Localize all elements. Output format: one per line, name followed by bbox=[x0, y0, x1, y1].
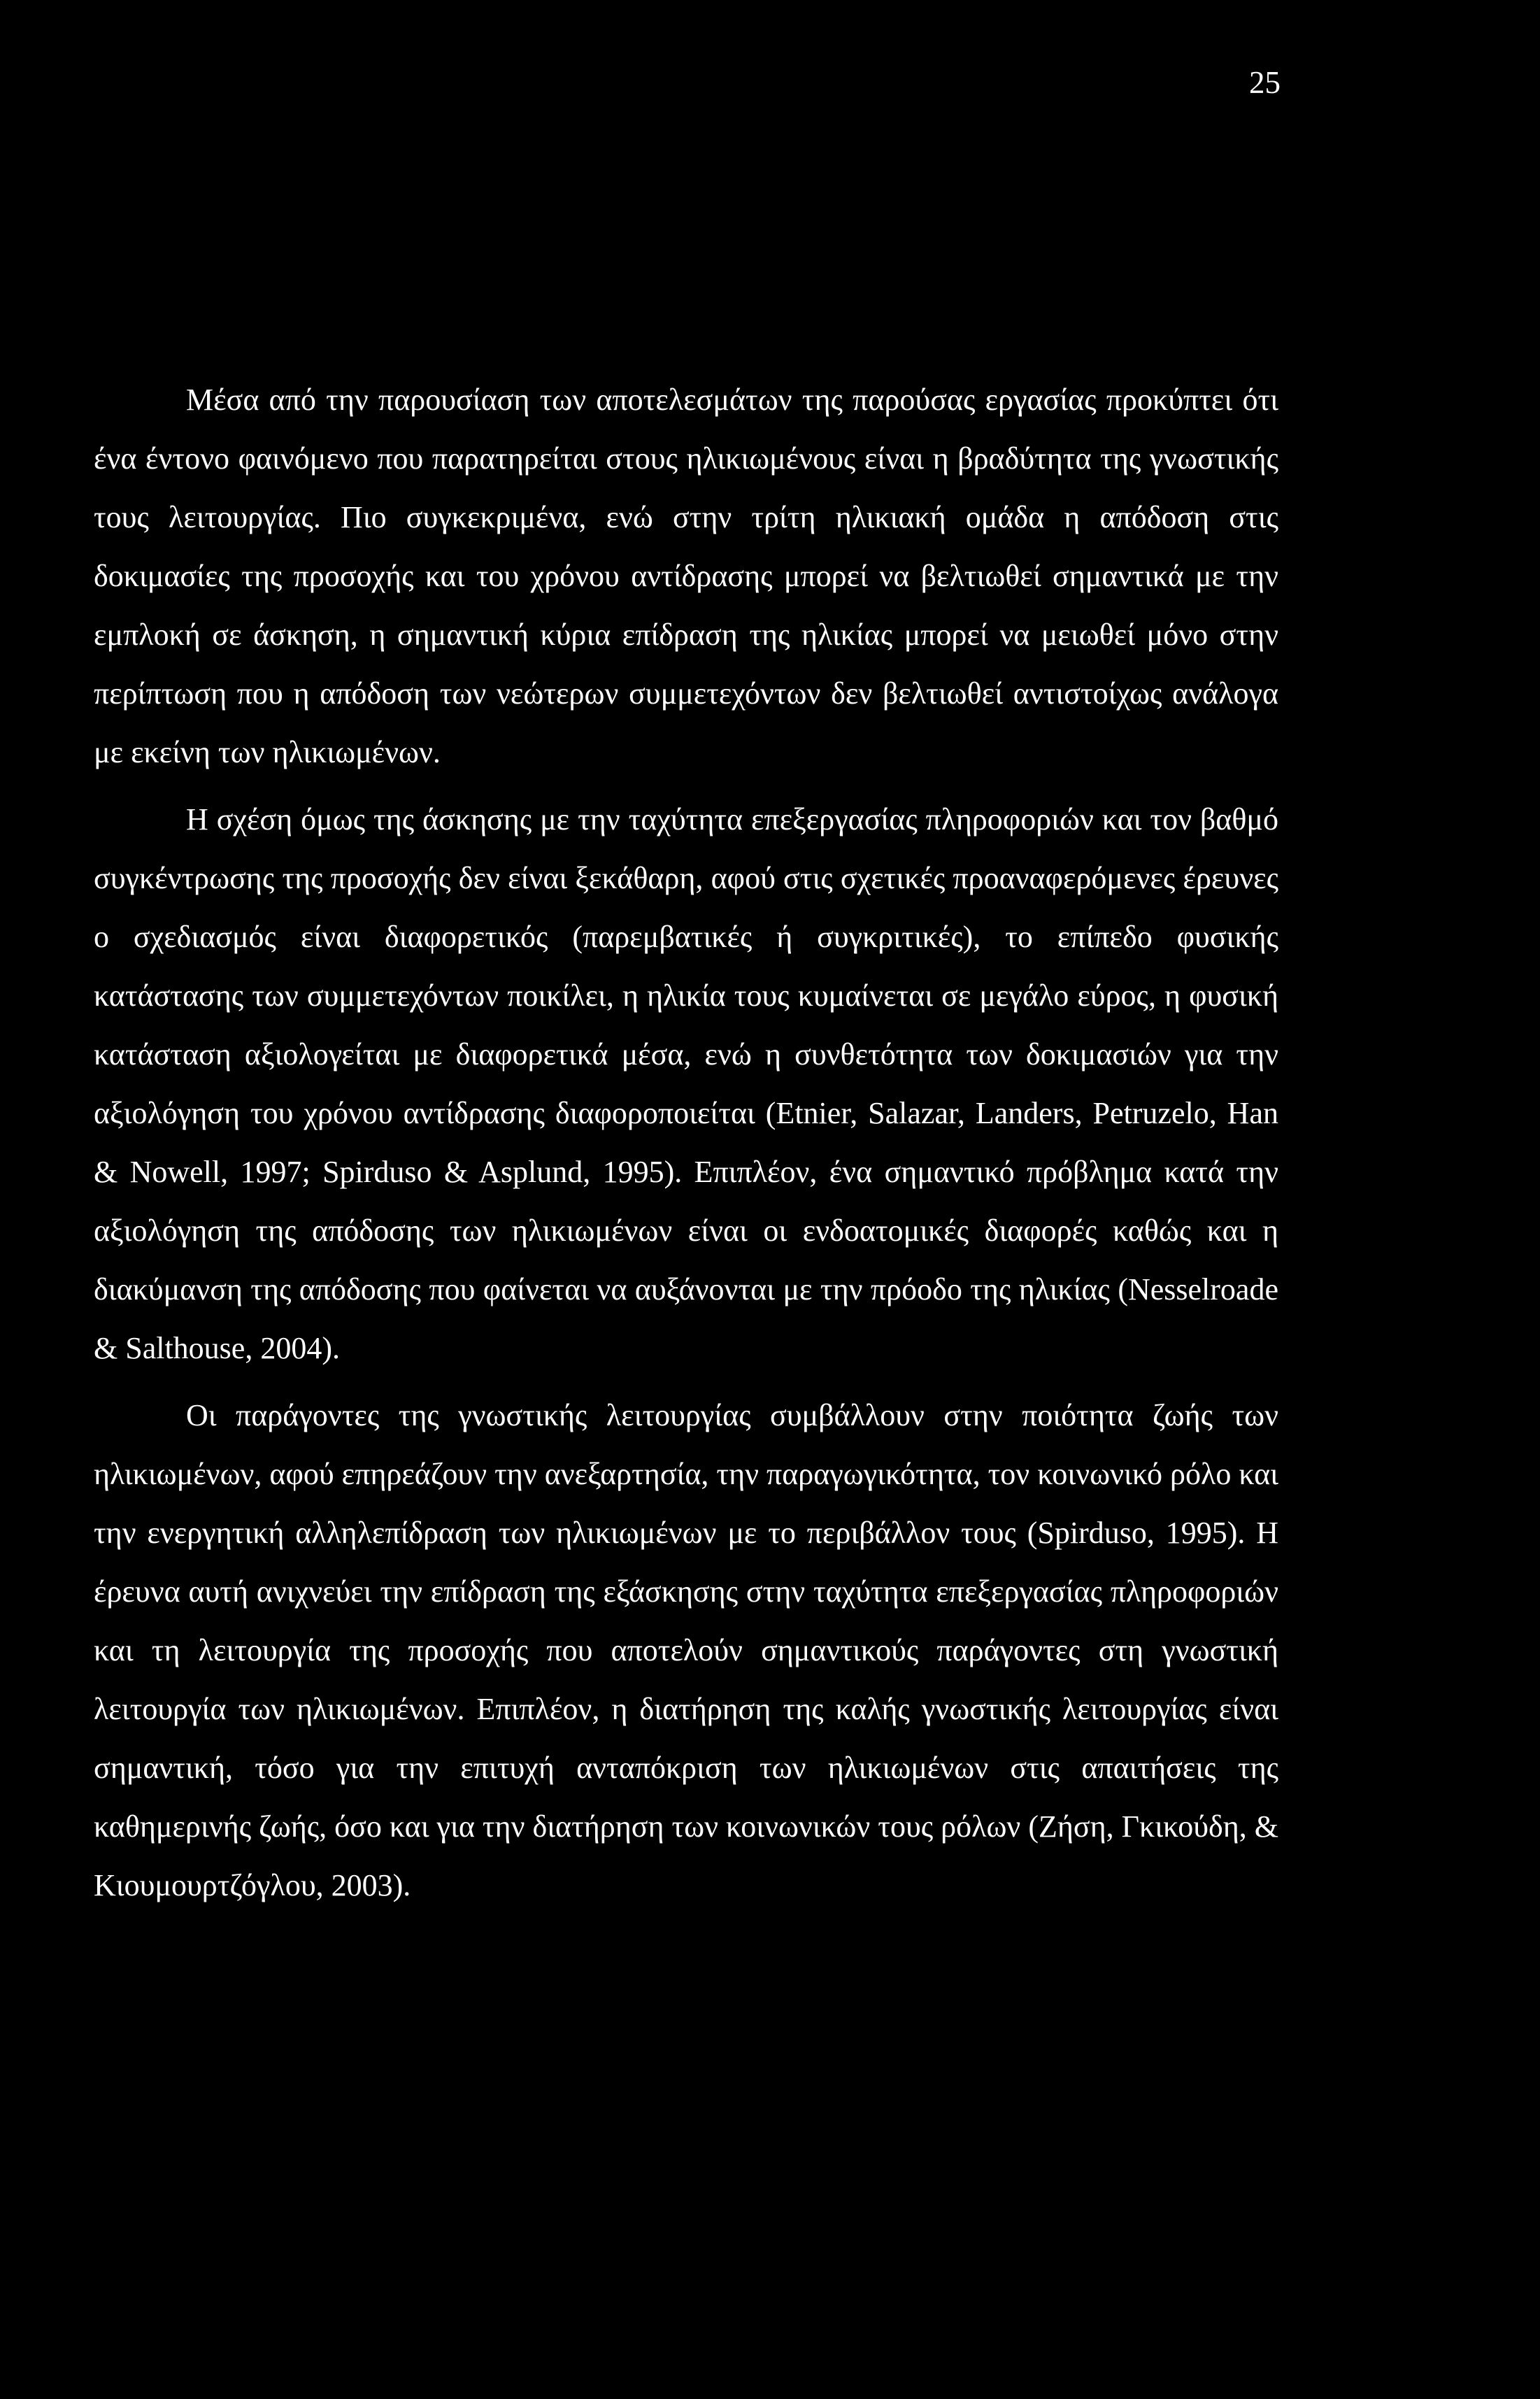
body-text bbox=[94, 371, 1278, 1915]
paragraph-2: Η σχέση όμως της άσκησης με την ταχύτητα επεξεργασίας πληροφοριών και τον βαθμό συγκέντρωσης της προσοχής δεν είναι ξεκάθαρη, αφού στις σχετικές προαναφερόμενες έρευνες ο σχεδιασμός είναι διαφορετικός (παρεμβατικές ή συγκριτικές), το επίπεδο φυσικής κατάστασης των συμμετεχόντων ποικίλει, η ηλικία τους κυμαίνεται σε μεγάλο εύρος, η φυσική κατάσταση αξιολογείται με διαφορετικά μέσα, ενώ η συνθετότητα των δοκιμασιών για την αξιολόγηση του χρόνου αντίδρασης διαφοροποιείται (Etnier, Salazar, Landers, Petruzelo, Han & Nowell, 1997; Spirduso & Asplund, 1995). Επιπλέον, ένα σημαντικό πρόβλημα κατά την αξιολόγηση της απόδοσης των ηλικιωμένων είναι οι ενδοατομικές διαφορές καθώς και η διακύμανση της απόδοσης που φαίνεται να αυξάνονται με την πρόοδο της ηλικίας (Nesselroade & Salthouse, 2004). bbox=[94, 802, 1278, 1365]
paragraph-3: Οι παράγοντες της γνωστικής λειτουργίας συμβάλλουν στην ποιότητα ζωής των ηλικιωμένων, αφού επηρεάζουν την ανεξαρτησία, την παραγωγικότητα, τον κοινωνικό ρόλο και την ενεργητική αλληλεπίδραση των ηλικιωμένων με το περιβάλλον τους (Spirduso, 1995). Η έρευνα αυτή ανιχνεύει την επίδραση της εξάσκησης στην ταχύτητα επεξεργασίας πληροφοριών και τη λειτουργία της προσοχής που αποτελούν σημαντικούς παράγοντες στη γνωστική λειτουργία των ηλικιωμένων. Επιπλέον, η διατήρηση της καλής γνωστικής λειτουργίας είναι σημαντική, τόσο για την επιτυχή ανταπόκριση των ηλικιωμένων στις απαιτήσεις της καθημερινής ζωής, όσο και για την διατήρηση των κοινωνικών τους ρόλων (Ζήση, Γκικούδη, & Κιουμουρτζόγλου, 2003). bbox=[94, 1398, 1278, 1902]
paragraph-1: Μέσα από την παρουσίαση των αποτελεσμάτων της παρούσας εργασίας προκύπτει ότι ένα έντονο φαινόμενο που παρατηρείται στους ηλικιωμένους είναι η βραδύτητα της γνωστικής τους λειτουργίας. Πιο συγκεκριμένα, ενώ στην τρίτη ηλικιακή ομάδα η απόδοση στις δοκιμασίες της προσοχής και του χρόνου αντίδρασης μπορεί να βελτιωθεί σημαντικά με την εμπλοκή σε άσκηση, η σημαντική κύρια επίδραση της ηλικίας μπορεί να μειωθεί μόνο στην περίπτωση που η απόδοση των νεώτερων συμμετεχόντων δεν βελτιωθεί αντιστοίχως ανάλογα με εκείνη των ηλικιωμένων. bbox=[94, 383, 1278, 769]
page-number: 25 bbox=[1249, 65, 1281, 100]
